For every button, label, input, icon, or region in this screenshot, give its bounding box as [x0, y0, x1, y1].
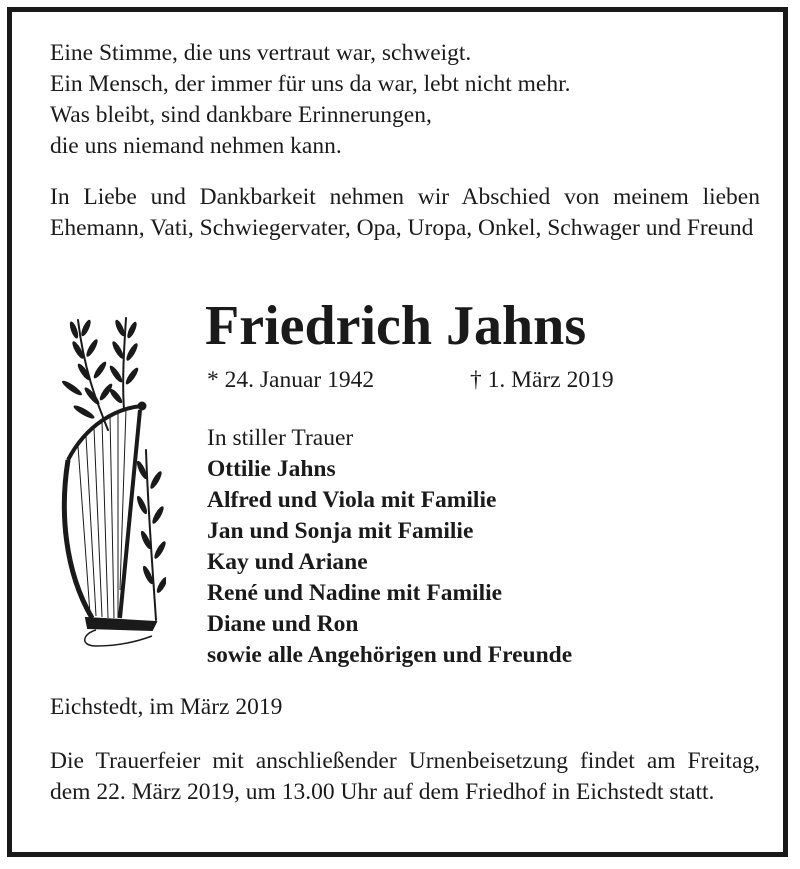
birth-date: * 24. Januar 1942 — [207, 367, 375, 393]
mourner: sowie alle Angehörigen und Freunde — [207, 642, 573, 668]
obituary-notice — [7, 7, 788, 857]
poem-line: Eine Stimme, die uns vertraut war, schweigt. — [50, 40, 472, 66]
mourner: Jan und Sonja mit Familie — [207, 518, 474, 544]
poem-line: Ein Mensch, der immer für uns da war, lebt nicht mehr. — [50, 71, 571, 97]
poem-line: die uns niemand nehmen kann. — [50, 133, 342, 159]
farewell-intro: In Liebe und Dankbarkeit nehmen wir Abschied von meinem lieben Ehemann, Vati, Schwiegervater, Opa, Uropa, Onkel, Schwager und Freund — [50, 184, 760, 241]
mourner: René und Nadine mit Familie — [207, 580, 503, 606]
harp-with-olive-branch-icon — [56, 300, 166, 650]
mourner: Alfred und Viola mit Familie — [207, 487, 497, 513]
funeral-details: Die Trauerfeier mit anschließender Urnenbeisetzung findet am Freitag, dem 22. März 2019, um 13.00 Uhr auf dem Friedhof in Eichstedt statt. — [50, 748, 760, 805]
poem-line: Was bleibt, sind dankbare Erinnerungen, — [50, 102, 432, 128]
deceased-name: Friedrich Jahns — [205, 295, 587, 357]
mourner: Diane und Ron — [207, 611, 359, 637]
death-date: † 1. März 2019 — [470, 367, 614, 393]
poem — [50, 38, 571, 162]
place-and-date: Eichstedt, im März 2019 — [50, 694, 283, 720]
mourning-heading: In stiller Trauer — [207, 425, 354, 451]
mourner: Ottilie Jahns — [207, 456, 336, 482]
mourner: Kay und Ariane — [207, 549, 368, 575]
mourners-list — [207, 423, 572, 671]
